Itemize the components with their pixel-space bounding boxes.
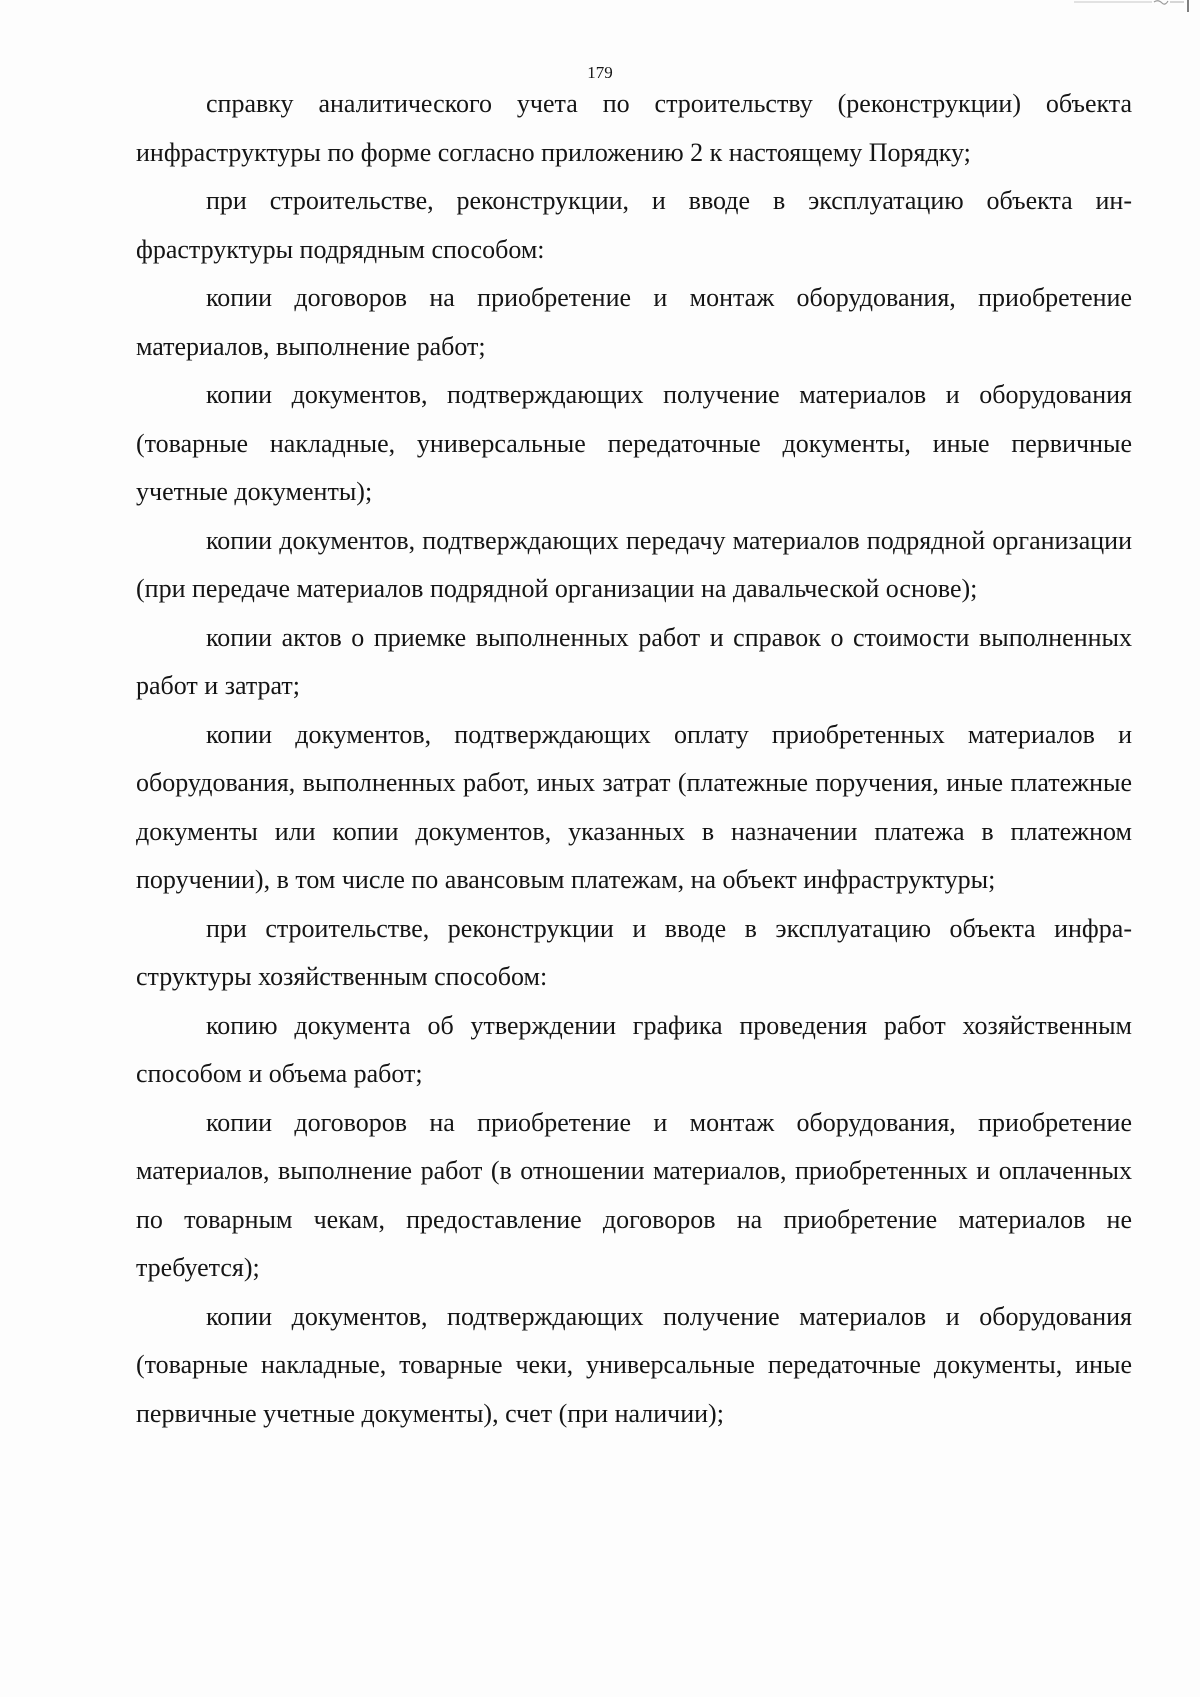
paragraph-receipt-documents-economic: копии документов, подтверждающих получение материалов и оборудования (товарные накладные, товарные чеки, универсальные передаточные документы, иные первичные учетные документы), счет (при наличии); [136,1301,1132,1428]
document-body [136,80,1132,1438]
paragraph-contracts-copies: копии договоров на приобретение и монтаж оборудования, приобретение материалов, выполнение работ; [136,283,1132,361]
paragraph-economic-method-heading: при строительстве, реконструкции и вводе в эксплуатацию объекта инфраструктуры хозяйственным способом: [136,913,1132,991]
paragraph-analytical-report: справку аналитического учета по строительству (реконструкции) объекта инфраструктуры по форме согласно приложению 2 к настоящему Порядку; [136,89,1132,167]
paragraph-receipt-documents: копии документов, подтверждающих получение материалов и оборудования (товарные накладные, универсальные передаточные документы, иные первичные учетные документы); [136,380,1132,506]
paragraph-acceptance-acts: копии актов о приемке выполненных работ и справок о стоимости выполненных работ и затрат; [136,622,1132,700]
page-number: 179 [587,63,613,82]
paragraph-schedule-approval: копию документа об утверждении графика проведения работ хозяйственным способом и объема работ; [136,1010,1132,1088]
paragraph-transfer-documents: копии документов, подтверждающих передачу материалов подрядной организации (при передаче материалов подрядной организации на давальческой основе); [136,525,1132,603]
scan-corner-mark [1074,0,1194,14]
paragraph-payment-documents: копии документов, подтверждающих оплату приобретенных материалов и оборудования, выполненных работ, иных затрат (платежные поручения, иные платежные документы или копии документов, указанных в назначении платежа в платежном поручении), в том числе по авансовым платежам, на объект инфраструктуры; [136,719,1132,894]
paragraph-contract-method-heading: при строительстве, реконструкции, и вводе в эксплуатацию объекта инфраструктуры подрядным способом: [136,186,1132,264]
paragraph-contracts-copies-economic: копии договоров на приобретение и монтаж оборудования, приобретение материалов, выполнение работ (в отношении материалов, приобретенных и оплаченных по товарным чекам, предоставление договоров на приобретение материалов не требуется); [136,1107,1132,1282]
